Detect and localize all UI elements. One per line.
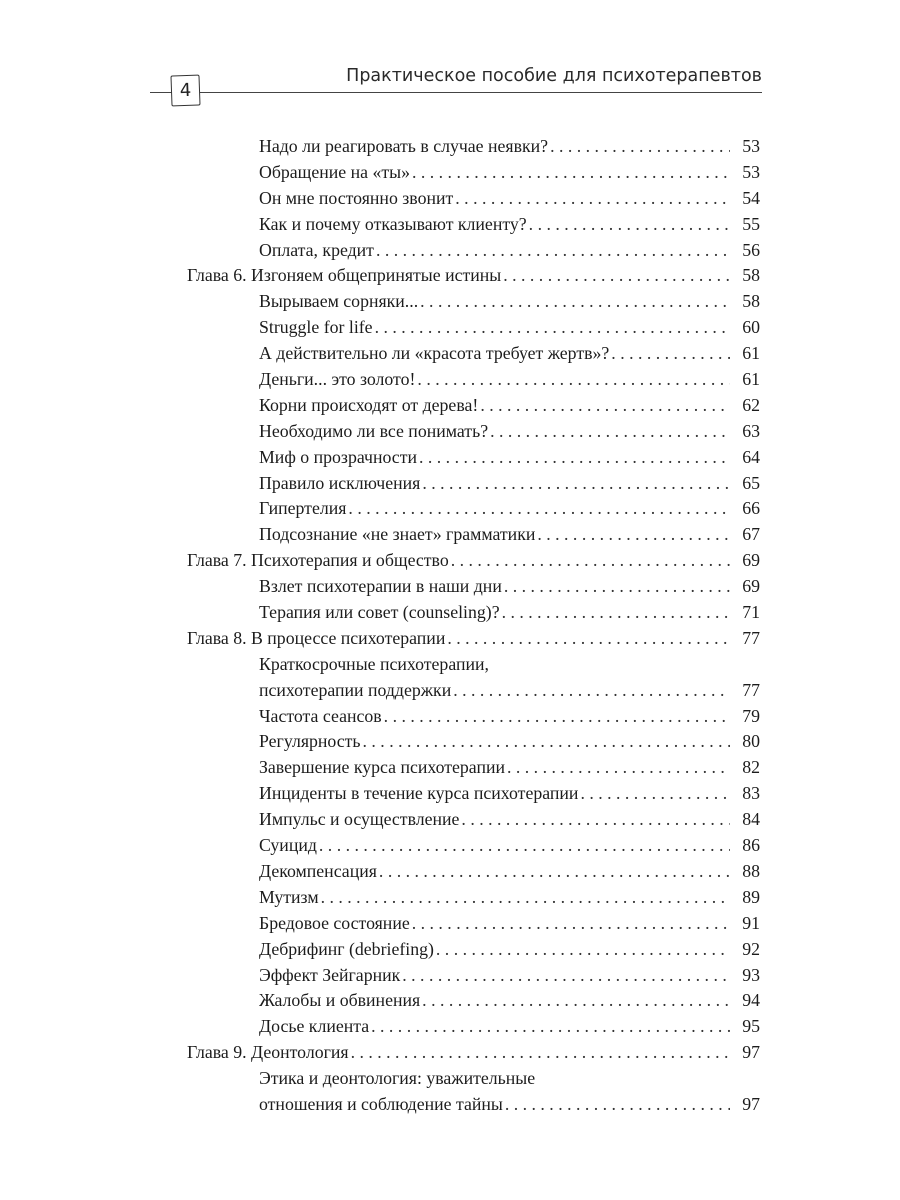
toc-entry-line bbox=[259, 1092, 730, 1118]
toc-section-entry bbox=[0, 1066, 900, 1092]
toc-page-number: 69 bbox=[742, 576, 760, 597]
toc-chapter-entry bbox=[0, 626, 900, 652]
toc-entry-title: Декомпенсация bbox=[259, 860, 377, 881]
toc-section-entry bbox=[0, 678, 900, 704]
toc-dot-leader bbox=[379, 859, 730, 885]
toc-dot-leader bbox=[504, 574, 730, 600]
toc-entry-title: Необходимо ли все понимать? bbox=[259, 420, 489, 441]
toc-dot-leader bbox=[611, 341, 730, 367]
toc-entry-line bbox=[259, 833, 730, 859]
toc-page-number: 86 bbox=[742, 835, 760, 856]
toc-section-entry bbox=[0, 704, 900, 730]
toc-page-number: 61 bbox=[742, 369, 760, 390]
toc-entry-title: Суицид bbox=[259, 835, 317, 856]
toc-section-entry bbox=[0, 212, 900, 238]
toc-section-entry bbox=[0, 652, 900, 678]
toc-dot-leader bbox=[453, 678, 730, 704]
toc-section-entry bbox=[0, 367, 900, 393]
toc-section-entry bbox=[0, 781, 900, 807]
toc-entry-line bbox=[259, 367, 730, 393]
toc-dot-leader bbox=[490, 419, 730, 445]
toc-page-number: 58 bbox=[742, 265, 760, 286]
toc-entry-title: Надо ли реагировать в случае неявки? bbox=[259, 136, 549, 156]
toc-dot-leader bbox=[503, 263, 730, 289]
toc-entry-title: Вырываем сорняки... bbox=[259, 291, 419, 312]
toc-dot-leader bbox=[420, 289, 730, 315]
toc-page-number: 63 bbox=[742, 420, 760, 441]
toc-entry-line bbox=[259, 445, 730, 471]
toc-entry-line bbox=[259, 859, 730, 885]
toc-section-entry bbox=[0, 315, 900, 341]
toc-dot-leader bbox=[371, 1014, 730, 1040]
toc-section-entry bbox=[0, 471, 900, 497]
toc-dot-leader bbox=[422, 471, 730, 497]
toc-entry-line bbox=[187, 626, 730, 652]
toc-page-number: 71 bbox=[742, 602, 760, 623]
toc-page-number: 53 bbox=[742, 161, 760, 182]
toc-page-number: 54 bbox=[742, 187, 760, 208]
toc-entry-line bbox=[259, 238, 730, 264]
toc-entry-title: Импульс и осуществление bbox=[259, 809, 460, 830]
toc-entry-title: Жалобы и обвинения bbox=[259, 990, 421, 1011]
toc-entry-line bbox=[259, 341, 730, 367]
toc-section-entry bbox=[0, 1092, 900, 1118]
toc-entry-line bbox=[259, 1014, 730, 1040]
toc-page-number: 77 bbox=[742, 679, 760, 700]
toc-entry-title: Эффект Зейгарник bbox=[259, 964, 401, 985]
toc-dot-leader bbox=[376, 238, 730, 264]
toc-entry-line bbox=[259, 652, 730, 678]
toc-page-number: 62 bbox=[742, 394, 760, 415]
toc-entry-line bbox=[259, 186, 730, 212]
toc-dot-leader bbox=[412, 160, 730, 186]
toc-section-entry bbox=[0, 755, 900, 781]
toc-section-entry bbox=[0, 833, 900, 859]
toc-dot-leader bbox=[363, 729, 730, 755]
toc-entry-title: Этика и деонтология: уважительные bbox=[259, 1068, 536, 1089]
toc-chapter-entry bbox=[0, 548, 900, 574]
page-number: 4 bbox=[170, 75, 200, 107]
toc-entry-line bbox=[259, 911, 730, 937]
toc-entry-line bbox=[259, 471, 730, 497]
toc-entry-line bbox=[259, 160, 730, 186]
toc-dot-leader bbox=[422, 988, 730, 1014]
toc-entry-line bbox=[259, 885, 730, 911]
toc-entry-title: Как и почему отказывают клиенту? bbox=[259, 213, 527, 234]
toc-section-entry bbox=[0, 859, 900, 885]
toc-entry-line bbox=[259, 755, 730, 781]
toc-section-entry bbox=[0, 885, 900, 911]
toc-page-number: 80 bbox=[742, 731, 760, 752]
toc-page-number: 93 bbox=[742, 964, 760, 985]
toc-entry-title: Досье клиента bbox=[259, 1016, 370, 1037]
toc-dot-leader bbox=[419, 445, 730, 471]
toc-entry-title: Частота сеансов bbox=[259, 705, 382, 726]
toc-dot-leader bbox=[319, 833, 730, 859]
toc-section-entry bbox=[0, 600, 900, 626]
toc-entry-title: Деньги... это золото! bbox=[259, 369, 416, 390]
toc-dot-leader bbox=[507, 755, 730, 781]
toc-entry-title: Глава 6. Изгоняем общепринятые истины bbox=[187, 265, 502, 286]
toc-dot-leader bbox=[580, 781, 730, 807]
toc-dot-leader bbox=[451, 548, 730, 574]
toc-page-number: 55 bbox=[742, 213, 760, 234]
toc-entry-title: Мутизм bbox=[259, 886, 319, 907]
toc-entry-title: Правило исключения bbox=[259, 472, 421, 493]
toc-entry-title: Глава 8. В процессе психотерапии bbox=[187, 627, 446, 648]
toc-entry-title: Глава 9. Деонтология bbox=[187, 1042, 349, 1063]
toc-section-entry bbox=[0, 419, 900, 445]
toc-entry-title: психотерапии поддержки bbox=[259, 679, 452, 700]
toc-dot-leader bbox=[537, 522, 730, 548]
toc-entry-title: Struggle for life bbox=[259, 317, 373, 338]
toc-entry-title: Инциденты в течение курса психотерапии bbox=[259, 783, 579, 804]
toc-section-entry bbox=[0, 729, 900, 755]
toc-entry-line bbox=[259, 134, 730, 160]
toc-entry-title: Завершение курса психотерапии bbox=[259, 757, 505, 778]
toc-page-number: 79 bbox=[742, 705, 760, 726]
toc-section-entry bbox=[0, 574, 900, 600]
toc-entry-line bbox=[187, 1040, 730, 1066]
toc-page-number: 65 bbox=[742, 472, 760, 493]
toc-entry-line bbox=[259, 807, 730, 833]
toc-page-number: 58 bbox=[742, 291, 760, 312]
toc-entry-line bbox=[259, 678, 730, 704]
toc-page-number: 56 bbox=[742, 239, 760, 260]
toc-entry-line bbox=[259, 704, 730, 730]
toc-page-number: 97 bbox=[742, 1093, 760, 1114]
toc-section-entry bbox=[0, 186, 900, 212]
toc-section-entry bbox=[0, 160, 900, 186]
toc-entry-title: Регулярность bbox=[259, 731, 361, 752]
toc-section-entry bbox=[0, 238, 900, 264]
toc-dot-leader bbox=[461, 807, 730, 833]
toc-dot-leader bbox=[550, 134, 730, 160]
toc-entry-title: Дебрифинг (debriefing) bbox=[259, 938, 434, 959]
toc-dot-leader bbox=[384, 704, 730, 730]
toc-page-number: 77 bbox=[742, 627, 760, 648]
toc-entry-title: Обращение на «ты» bbox=[259, 161, 410, 182]
toc-entry-line bbox=[259, 522, 730, 548]
toc-page-number: 60 bbox=[742, 317, 760, 338]
toc-entry-title: Оплата, кредит bbox=[259, 239, 374, 260]
toc-page-number: 82 bbox=[742, 757, 760, 778]
toc-entry-title: Взлет психотерапии в наши дни bbox=[259, 576, 502, 597]
toc-dot-leader bbox=[529, 212, 730, 238]
toc-page-number: 84 bbox=[742, 809, 760, 830]
toc-dot-leader bbox=[412, 911, 730, 937]
toc-dot-leader bbox=[505, 1092, 730, 1118]
toc-section-entry bbox=[0, 807, 900, 833]
toc-entry-title: Гипертелия bbox=[259, 498, 347, 519]
toc-page-number: 97 bbox=[742, 1042, 760, 1063]
toc-entry-title: Глава 7. Психотерапия и общество bbox=[187, 550, 449, 571]
toc-entry-line bbox=[259, 315, 730, 341]
toc-section-entry bbox=[0, 963, 900, 989]
toc-dot-leader bbox=[375, 315, 730, 341]
toc-page-number: 61 bbox=[742, 343, 760, 364]
toc-section-entry bbox=[0, 393, 900, 419]
toc-page-number: 88 bbox=[742, 860, 760, 881]
toc-entry-title: отношения и соблюдение тайны bbox=[259, 1093, 503, 1114]
toc-entry-line bbox=[259, 729, 730, 755]
toc-section-entry bbox=[0, 134, 900, 160]
toc-dot-leader bbox=[348, 496, 730, 522]
running-title: Практическое пособие для психотерапевтов bbox=[346, 66, 762, 86]
toc-dot-leader bbox=[436, 937, 730, 963]
toc-entry-line bbox=[187, 548, 730, 574]
toc-page-number: 67 bbox=[742, 524, 760, 545]
toc-entry-title: Корни происходят от дерева! bbox=[259, 394, 479, 415]
toc-entry-line bbox=[259, 574, 730, 600]
toc-section-entry bbox=[0, 1014, 900, 1040]
toc-entry-line bbox=[259, 937, 730, 963]
toc-page-number: 66 bbox=[742, 498, 760, 519]
toc-dot-leader bbox=[321, 885, 730, 911]
toc-entry-title: Краткосрочные психотерапии, bbox=[259, 653, 489, 674]
toc-entry-line bbox=[259, 289, 730, 315]
toc-entry-line bbox=[259, 393, 730, 419]
toc-page-number: 94 bbox=[742, 990, 760, 1011]
toc-page-number: 64 bbox=[742, 446, 760, 467]
toc-entry-title: Терапия или совет (counseling)? bbox=[259, 602, 500, 623]
toc-chapter-entry bbox=[0, 263, 900, 289]
toc-dot-leader bbox=[402, 963, 730, 989]
toc-entry-line bbox=[259, 600, 730, 626]
toc-page-number: 95 bbox=[742, 1016, 760, 1037]
toc-section-entry bbox=[0, 341, 900, 367]
toc-section-entry bbox=[0, 496, 900, 522]
toc-entry-line bbox=[259, 496, 730, 522]
toc-page-number: 53 bbox=[742, 136, 760, 156]
toc-entry-line bbox=[259, 419, 730, 445]
toc-entry-line bbox=[259, 988, 730, 1014]
toc-entry-line bbox=[259, 963, 730, 989]
toc-entry-title: А действительно ли «красота требует жертв»? bbox=[259, 343, 610, 364]
toc-entry-line bbox=[187, 263, 730, 289]
toc-dot-leader bbox=[502, 600, 730, 626]
toc-page-number: 89 bbox=[742, 886, 760, 907]
toc-entry-title: Подсознание «не знает» грамматики bbox=[259, 524, 536, 545]
toc-page-number: 69 bbox=[742, 550, 760, 571]
toc-entry-line bbox=[259, 781, 730, 807]
table-of-contents bbox=[0, 134, 900, 1118]
toc-dot-leader bbox=[447, 626, 730, 652]
toc-dot-leader bbox=[417, 367, 730, 393]
toc-section-entry bbox=[0, 911, 900, 937]
toc-entry-title: Он мне постоянно звонит bbox=[259, 187, 454, 208]
toc-page-number: 91 bbox=[742, 912, 760, 933]
toc-dot-leader bbox=[351, 1040, 730, 1066]
toc-entry-line bbox=[259, 212, 730, 238]
toc-section-entry bbox=[0, 522, 900, 548]
toc-dot-leader bbox=[480, 393, 730, 419]
toc-dot-leader bbox=[455, 186, 730, 212]
toc-section-entry bbox=[0, 289, 900, 315]
toc-section-entry bbox=[0, 445, 900, 471]
toc-entry-line bbox=[259, 1066, 730, 1092]
toc-chapter-entry bbox=[0, 1040, 900, 1066]
toc-entry-title: Миф о прозрачности bbox=[259, 446, 417, 467]
header-rule bbox=[150, 92, 762, 93]
toc-page-number: 83 bbox=[742, 783, 760, 804]
toc-section-entry bbox=[0, 988, 900, 1014]
toc-entry-title: Бредовое состояние bbox=[259, 912, 410, 933]
toc-section-entry bbox=[0, 937, 900, 963]
toc-page-number: 92 bbox=[742, 938, 760, 959]
